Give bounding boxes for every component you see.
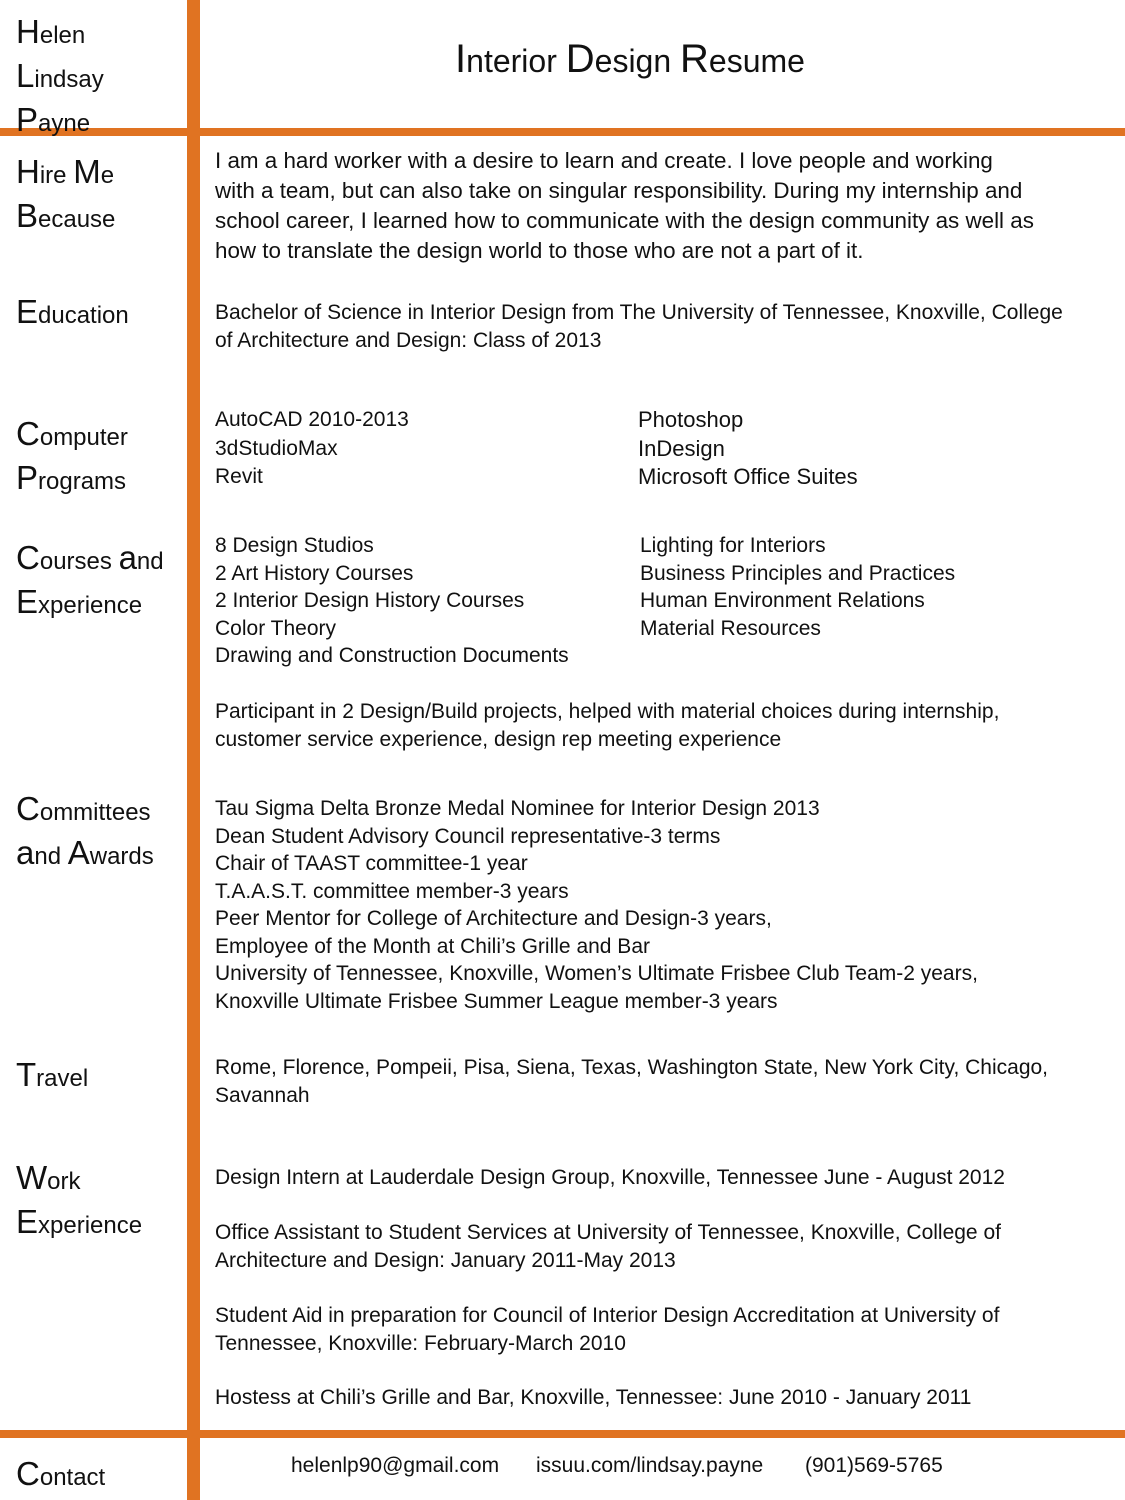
work-job-3: Student Aid in preparation for Council of Interior Design Accreditation at University of Tennessee, Knoxville: February-March 2010 [215, 1304, 1000, 1355]
label-education: Education [16, 293, 129, 330]
programs-right: Photoshop InDesign Microsoft Office Suites [638, 407, 858, 489]
travel-text: Rome, Florence, Pompeii, Pisa, Siena, Texas, Washington State, New York City, Chicago, Savannah [215, 1056, 1049, 1107]
awards-list: Tau Sigma Delta Bronze Medal Nominee for Interior Design 2013 Dean Student Advisory Council representative-3 terms Chair of TAAST committee-1 year T.A.A.S.T. committee member-3 years Peer Mentor for College of Architecture and Design-3 years, Employee of the Month at Chili’s Grille and Bar University of Tennessee, Knoxville, Women’s Ultimate Frisbee Club Team-2 years, Knoxville Ultimate Frisbee Summer League member-3 years [215, 797, 978, 1013]
programs-left: AutoCAD 2010-2013 3dStudioMax Revit [215, 408, 409, 488]
hire-text: I am a hard worker with a desire to learn and create. I love people and working with a team, but can also take on singular responsibility. During my internship and school career, I learned how to communicate with the design community as well as how to translate the design world to those who are not a part of it. [215, 148, 1034, 263]
courses-right: Lighting for Interiors Business Principles and Practices Human Environment Relations Material Resources [640, 534, 956, 640]
education-text: Bachelor of Science in Interior Design from The University of Tennessee, Knoxville, College of Architecture and Design: Class of 2013 [215, 301, 1063, 352]
contact-website[interactable]: issuu.com/lindsay.payne [536, 1454, 764, 1477]
label-courses: Courses and Experience [16, 539, 164, 620]
work-job-2: Office Assistant to Student Services at University of Tennessee, Knoxville, College of Architecture and Design: January 2011-May 2013 [215, 1221, 1001, 1272]
first-name: Helen [16, 13, 86, 50]
page-title: Interior Design Resume [455, 37, 805, 81]
label-awards: Committees and Awards [16, 790, 154, 871]
last-name: Payne [16, 101, 91, 138]
label-programs: Computer Programs [16, 415, 128, 496]
work-job-1: Design Intern at Lauderdale Design Group, Knoxville, Tennessee June - August 2012 [215, 1166, 1005, 1189]
middle-name: Lindsay [16, 57, 104, 94]
label-work: Work Experience [16, 1159, 143, 1240]
contact-email[interactable]: helenlp90@gmail.com [291, 1454, 500, 1477]
work-job-4: Hostess at Chili’s Grille and Bar, Knoxville, Tennessee: June 2010 - January 2011 [215, 1386, 972, 1409]
footer-rule [0, 1430, 1125, 1438]
vertical-rule [187, 0, 200, 1500]
experience-text: Participant in 2 Design/Build projects, helped with material choices during internship, customer service experience, design rep meeting experience [215, 700, 1000, 751]
label-hire: Hire Me Because [16, 153, 116, 234]
label-contact: Contact [16, 1455, 106, 1492]
contact-phone: (901)569-5765 [805, 1454, 943, 1477]
header-rule [0, 128, 1125, 136]
label-travel: Travel [16, 1056, 89, 1093]
name-block [16, 12, 104, 144]
courses-left: 8 Design Studios 2 Art History Courses 2 Interior Design History Courses Color Theory Drawing and Construction Documents [215, 534, 569, 667]
